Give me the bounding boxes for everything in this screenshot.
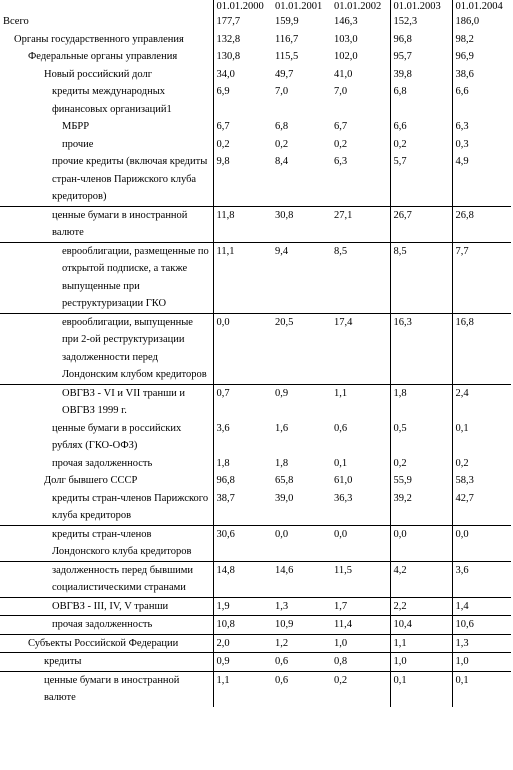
value-cell: 26,7 (390, 206, 452, 242)
table-row (0, 653, 511, 672)
row-label: прочая задолженность (0, 616, 213, 635)
value-cell: 3,6 (213, 420, 272, 455)
value-cell: 0,9 (272, 384, 331, 420)
column-header: 01.01.2002 (334, 1, 382, 12)
header-row (0, 0, 511, 13)
row-label: кредиты международных финансовых организаций1 (52, 86, 172, 115)
value-cell: 6,6 (452, 83, 511, 118)
value-cell: 38,7 (213, 490, 272, 526)
value-cell: 0,2 (213, 136, 272, 154)
value-cell: 3,6 (452, 561, 511, 597)
column-header: 01.01.2003 (390, 0, 452, 13)
value-cell: 0,3 (452, 136, 511, 154)
table-row (0, 472, 511, 490)
column-header: 01.01.2001 (275, 1, 323, 12)
row-label: МБРР (62, 121, 90, 132)
value-cell: 0,0 (272, 525, 331, 561)
table-row (0, 206, 511, 242)
value-cell: 0,5 (390, 420, 452, 455)
row-label: прочие кредиты (включая кредиты стран-членов Парижского клуба кредиторов) (52, 156, 208, 202)
value-cell: 17,4 (331, 313, 390, 384)
value-cell: 1,8 (390, 384, 452, 420)
value-cell: 9,4 (272, 242, 331, 313)
value-cell: 1,3 (452, 634, 511, 653)
value-cell: 42,7 (452, 490, 511, 526)
row-label: Новый российский долг (44, 68, 153, 80)
value-cell: 1,8 (213, 455, 272, 473)
value-cell: 98,2 (452, 31, 511, 49)
value-cell: 152,3 (390, 13, 452, 31)
value-cell: 1,4 (452, 597, 511, 616)
value-cell: 6,7 (213, 118, 272, 136)
value-cell: 58,3 (452, 472, 511, 490)
table-row (0, 671, 511, 707)
value-cell: 6,9 (213, 83, 272, 118)
table-row (0, 83, 511, 118)
value-cell: 10,4 (390, 616, 452, 635)
value-cell: 41,0 (334, 68, 353, 80)
row-label: ОВГВЗ - VI и VII транши и ОВГВЗ 1999 г. (0, 384, 213, 420)
value-cell: 8,4 (275, 156, 289, 167)
value-cell: 39,0 (275, 492, 294, 504)
value-cell: 7,0 (334, 86, 348, 97)
value-cell: 130,8 (213, 48, 272, 66)
row-label: Долг бывшего СССР (44, 475, 138, 486)
value-cell: 103,0 (334, 33, 358, 45)
row-label: Субъекты Российской Федерации (0, 634, 213, 653)
table-row (0, 13, 511, 31)
row-label: Органы государственного управления (14, 33, 184, 45)
table-row (0, 561, 511, 597)
value-cell: 1,0 (452, 653, 511, 672)
value-cell: 0,6 (334, 422, 348, 434)
row-label: кредиты стран-членов Парижского клуба кредиторов (52, 492, 209, 521)
row-label: еврооблигации, размещенные по открытой подписке, а также выпущенные при реструктуризации ГКО (0, 242, 213, 313)
row-label: Всего (3, 16, 29, 27)
value-cell: 1,1 (390, 634, 452, 653)
value-cell: 0,1 (390, 671, 452, 707)
row-label: кредиты (0, 653, 213, 672)
value-cell: 1,8 (275, 457, 289, 469)
value-cell: 1,2 (272, 634, 331, 653)
row-label: ценные бумаги в иностранной валюте (0, 206, 213, 242)
value-cell: 0,2 (334, 138, 348, 150)
value-cell: 6,7 (334, 121, 348, 132)
value-cell: 11,1 (213, 242, 272, 313)
value-cell: 1,1 (213, 671, 272, 707)
value-cell: 1,6 (275, 422, 289, 434)
value-cell: 0,0 (213, 313, 272, 384)
table-row (0, 66, 511, 84)
value-cell: 55,9 (390, 472, 452, 490)
value-cell: 1,3 (272, 597, 331, 616)
value-cell: 16,8 (452, 313, 511, 384)
value-cell: 96,8 (390, 31, 452, 49)
value-cell: 39,2 (390, 490, 452, 526)
value-cell: 10,9 (272, 616, 331, 635)
value-cell: 0,2 (390, 455, 452, 473)
table-row (0, 384, 511, 420)
column-header: 01.01.2004 (452, 0, 511, 13)
value-cell: 102,0 (334, 51, 358, 62)
value-cell: 115,5 (275, 51, 299, 62)
value-cell: 0,1 (452, 420, 511, 455)
value-cell: 96,9 (452, 48, 511, 66)
value-cell: 26,8 (452, 206, 511, 242)
header-label-cell (0, 0, 213, 13)
value-cell: 2,0 (213, 634, 272, 653)
value-cell: 0,6 (272, 653, 331, 672)
value-cell: 30,6 (213, 525, 272, 561)
value-cell: 61,0 (334, 475, 353, 486)
value-cell: 0,2 (452, 455, 511, 473)
value-cell: 39,8 (390, 66, 452, 84)
value-cell: 7,0 (275, 86, 289, 97)
value-cell: 27,1 (331, 206, 390, 242)
row-label: еврооблигации, выпущенные при 2-ой реструктуризации задолженности перед Лондонским клубом кредиторов (0, 313, 213, 384)
value-cell: 0,0 (331, 525, 390, 561)
table-row (0, 153, 511, 206)
table-row (0, 118, 511, 136)
table-row (0, 420, 511, 455)
value-cell: 7,7 (452, 242, 511, 313)
value-cell: 0,7 (213, 384, 272, 420)
value-cell: 11,5 (331, 561, 390, 597)
value-cell: 0,0 (452, 525, 511, 561)
value-cell: 11,4 (331, 616, 390, 635)
row-label: прочая задолженность (52, 457, 153, 469)
row-label: ценные бумаги в иностранной валюте (0, 671, 213, 707)
value-cell: 16,3 (390, 313, 452, 384)
table-row (0, 242, 511, 313)
value-cell: 2,2 (390, 597, 452, 616)
value-cell: 186,0 (452, 13, 511, 31)
value-cell: 6,3 (334, 156, 348, 167)
table-row (0, 525, 511, 561)
row-label: прочие (62, 138, 94, 150)
value-cell: 0,9 (213, 653, 272, 672)
row-label: Федеральные органы управления (28, 51, 178, 62)
value-cell: 30,8 (272, 206, 331, 242)
value-cell: 8,5 (331, 242, 390, 313)
row-label: ОВГВЗ - III, IV, V транши (0, 597, 213, 616)
table-row (0, 31, 511, 49)
value-cell: 1,7 (331, 597, 390, 616)
table-row (0, 490, 511, 526)
value-cell: 96,8 (213, 472, 272, 490)
value-cell: 0,0 (390, 525, 452, 561)
table-row (0, 455, 511, 473)
value-cell: 1,0 (331, 634, 390, 653)
column-header: 01.01.2000 (213, 0, 272, 13)
value-cell: 0,1 (334, 457, 348, 469)
value-cell: 132,8 (213, 31, 272, 49)
value-cell: 0,2 (275, 138, 289, 150)
value-cell: 4,2 (390, 561, 452, 597)
value-cell: 38,6 (452, 66, 511, 84)
value-cell: 14,8 (213, 561, 272, 597)
table-row (0, 136, 511, 154)
value-cell: 5,7 (390, 153, 452, 206)
table-row (0, 313, 511, 384)
table-row (0, 48, 511, 66)
value-cell: 1,0 (390, 653, 452, 672)
value-cell: 10,8 (213, 616, 272, 635)
table-row (0, 616, 511, 635)
value-cell: 11,8 (213, 206, 272, 242)
value-cell: 4,9 (452, 153, 511, 206)
value-cell: 6,6 (390, 118, 452, 136)
row-label: кредиты стран-членов Лондонского клуба кредиторов (0, 525, 213, 561)
value-cell: 146,3 (334, 16, 358, 27)
value-cell: 8,5 (390, 242, 452, 313)
value-cell: 159,9 (275, 16, 299, 27)
value-cell: 6,8 (275, 121, 289, 132)
value-cell: 0,1 (452, 671, 511, 707)
value-cell: 95,7 (390, 48, 452, 66)
table-row (0, 634, 511, 653)
value-cell: 36,3 (334, 492, 353, 504)
value-cell: 0,2 (331, 671, 390, 707)
value-cell: 49,7 (275, 68, 294, 80)
table-row (0, 597, 511, 616)
value-cell: 116,7 (275, 33, 299, 45)
value-cell: 0,6 (272, 671, 331, 707)
value-cell: 0,2 (390, 136, 452, 154)
value-cell: 6,8 (390, 83, 452, 118)
value-cell: 20,5 (272, 313, 331, 384)
value-cell: 177,7 (213, 13, 272, 31)
value-cell: 6,3 (452, 118, 511, 136)
value-cell: 9,8 (213, 153, 272, 206)
value-cell: 0,8 (331, 653, 390, 672)
value-cell: 1,9 (213, 597, 272, 616)
value-cell: 65,8 (275, 475, 294, 486)
row-label: ценные бумаги в российских рублях (ГКО-ОФЗ) (52, 422, 182, 451)
value-cell: 10,6 (452, 616, 511, 635)
value-cell: 14,6 (272, 561, 331, 597)
value-cell: 1,1 (331, 384, 390, 420)
row-label: задолженность перед бывшими социалистическими странами (0, 561, 213, 597)
value-cell: 2,4 (452, 384, 511, 420)
value-cell: 34,0 (213, 66, 272, 84)
